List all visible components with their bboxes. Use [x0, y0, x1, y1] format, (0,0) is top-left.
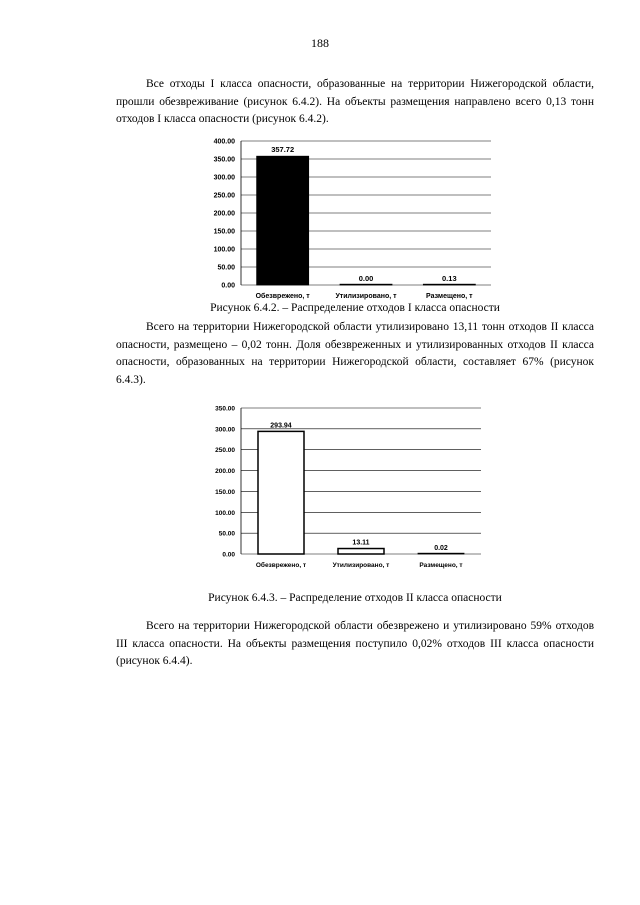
bar [418, 553, 464, 554]
bar [423, 284, 475, 285]
y-tick-label: 350.00 [215, 405, 235, 413]
y-tick-label: 400.00 [213, 138, 235, 146]
x-tick-label: Размещено, т [426, 293, 473, 300]
y-tick-label: 0.00 [221, 282, 235, 290]
y-tick-label: 50.00 [218, 530, 235, 538]
bar [340, 284, 392, 285]
x-tick-label: Утилизировано, т [332, 562, 390, 569]
y-tick-label: 100.00 [215, 509, 235, 517]
page-number: 188 [311, 36, 329, 50]
y-tick-label: 300.00 [215, 426, 235, 434]
data-label: 0.00 [358, 274, 374, 283]
y-tick-label: 300.00 [213, 174, 235, 182]
bar [338, 549, 384, 554]
y-tick-label: 250.00 [215, 447, 235, 455]
data-label: 13.11 [352, 539, 370, 547]
y-tick-label: 150.00 [215, 488, 235, 496]
x-tick-label: Размещено, т [419, 562, 463, 569]
x-tick-label: Обезврежено, т [255, 293, 310, 300]
data-label: 0.13 [442, 273, 457, 283]
data-label: 0.02 [434, 544, 448, 552]
y-tick-label: 250.00 [213, 192, 235, 200]
y-tick-label: 350.00 [213, 156, 235, 164]
figure-caption-6-4-3: Рисунок 6.4.3. – Распределение отходов II класса опасности [208, 592, 502, 604]
y-tick-label: 150.00 [213, 228, 235, 236]
y-tick-label: 200.00 [215, 468, 235, 476]
y-tick-label: 100.00 [213, 246, 235, 254]
chart-class-1-waste [185, 135, 505, 303]
y-tick-label: 0.00 [222, 551, 235, 559]
paragraph-class-1: Все отходы I класса опасности, образованные на территории Нижегородской области, прошли обезвреживание (рисунок 6.4.2). На объекты размещения направлено всего 0,13 тонн отходов I класса опасности (рисунок 6.4.2). [116, 78, 594, 125]
data-label: 357.72 [271, 145, 295, 155]
data-label: 293.94 [270, 422, 292, 430]
y-tick-label: 200.00 [213, 210, 235, 218]
x-tick-label: Утилизировано, т [335, 293, 397, 300]
bar [258, 431, 304, 554]
figure-caption-6-4-2: Рисунок 6.4.2. – Распределение отходов I класса опасности [210, 302, 500, 314]
paragraph-class-3: Всего на территории Нижегородской области обезврежено и утилизировано 59% отходов III класса опасности. На объекты размещения поступило 0,02% отходов III класса опасности (рисунок 6.4.4). [116, 620, 594, 667]
x-tick-label: Обезврежено, т [255, 562, 307, 569]
bar [257, 156, 309, 285]
chart-class-2-waste [185, 402, 505, 577]
paragraph-class-2: Всего на территории Нижегородской области утилизировано 13,11 тонн отходов II класса опасности, размещено – 0,02 тонн. Доля обезвреженных и утилизированных отходов II класса опасности, образованных на территории Нижегородской области, составляет 67% (рисунок 6.4.3). [116, 321, 594, 386]
y-tick-label: 50.00 [217, 264, 235, 272]
